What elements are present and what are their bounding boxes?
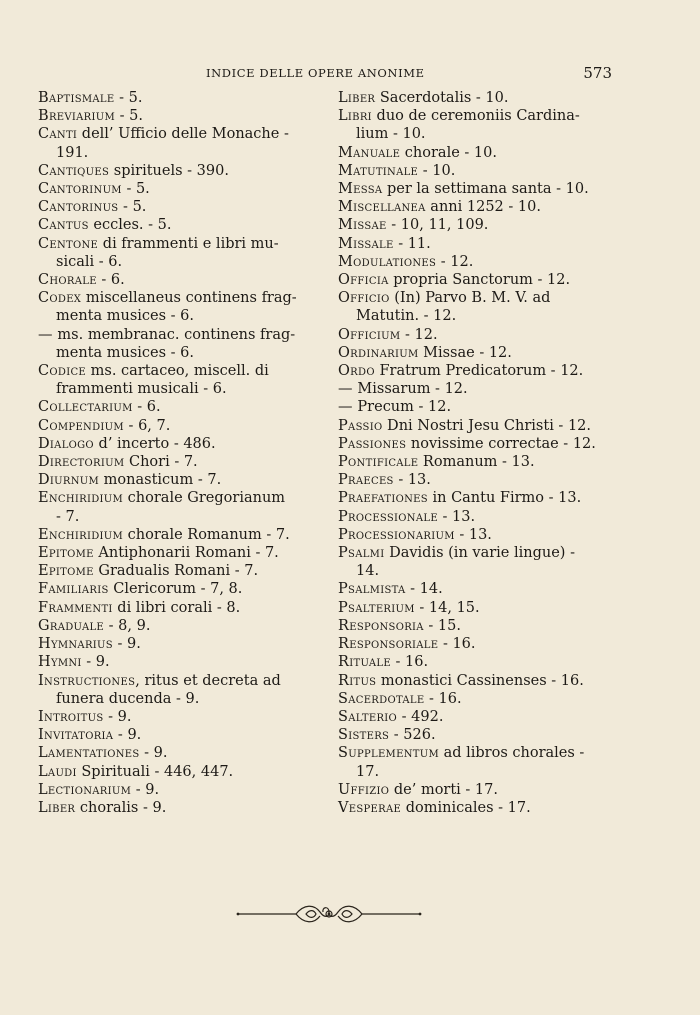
entry-text: - 10, 11, 109. <box>386 217 489 234</box>
entry-text: - 6. <box>96 272 125 289</box>
index-entry <box>338 89 610 107</box>
index-entry <box>338 672 610 690</box>
entry-text: - 12. <box>400 326 438 343</box>
index-entry <box>338 362 610 380</box>
entry-headword: Codice <box>38 363 87 380</box>
entry-headword: Praefationes <box>338 490 428 507</box>
entry-text: - 9. <box>113 727 142 744</box>
index-entry <box>338 235 610 253</box>
entry-headword: Ordinarium <box>338 344 419 361</box>
entry-continuation: frammenti musicali - 6. <box>56 381 227 398</box>
entry-text: - 6, 7. <box>123 417 171 434</box>
entry-headword: Manuale <box>338 144 401 161</box>
entry-headword: Cantorinum <box>38 181 122 198</box>
entry-headword: Psalmi <box>338 545 385 562</box>
entry-headword: Salterio <box>338 708 398 725</box>
entry-headword: Compendium <box>38 417 124 434</box>
entry-headword: Cantorinus <box>38 199 119 216</box>
entry-text: - 5. <box>115 108 143 125</box>
entry-headword: Directorium <box>38 454 125 471</box>
entry-headword: Modulationes <box>338 253 437 270</box>
index-entry <box>38 599 308 617</box>
entry-text: ms. membranac. continens frag- <box>52 326 296 343</box>
entry-headword: Responsoria <box>338 617 424 634</box>
index-entry <box>338 489 610 507</box>
index-entry <box>338 617 610 635</box>
index-entry <box>338 417 610 435</box>
index-entry <box>38 198 308 216</box>
index-entry <box>38 617 308 635</box>
index-entry <box>338 271 610 289</box>
index-entry <box>38 653 308 671</box>
index-entry <box>38 417 308 435</box>
entry-headword: Sisters <box>338 727 390 744</box>
entry-text: - 16. <box>438 636 476 653</box>
entry-text: - 10. <box>418 162 456 179</box>
entry-continuation: menta musices - 6. <box>56 308 195 325</box>
index-entry <box>38 489 308 525</box>
entry-text: - 5. <box>114 90 143 106</box>
index-entry <box>338 744 610 780</box>
index-entry <box>38 271 308 289</box>
entry-text: novissime correctae - 12. <box>406 435 596 452</box>
entry-text: ad libros chorales - <box>438 745 585 762</box>
entry-headword: Centone <box>38 235 99 252</box>
index-entry <box>338 289 610 325</box>
index-entry <box>38 435 308 453</box>
index-entry <box>38 781 308 799</box>
entry-headword: Pontificale <box>338 454 419 471</box>
index-entry <box>338 380 610 398</box>
index-entry <box>38 544 308 562</box>
entry-continuation: sicali - 6. <box>56 253 123 270</box>
index-entry <box>338 708 610 726</box>
index-entry <box>338 799 610 817</box>
index-entry <box>38 726 308 744</box>
index-entry <box>38 526 308 544</box>
tailpiece-ornament <box>234 902 424 926</box>
entry-headword: Ordo <box>338 363 375 380</box>
entry-text: , ritus et decreta ad <box>135 672 281 689</box>
entry-text: - 9. <box>112 636 141 653</box>
index-entry <box>338 690 610 708</box>
entry-headword: — <box>38 326 53 343</box>
entry-text: per la settimana santa - 10. <box>382 181 589 198</box>
entry-text: propria Sanctorum - 12. <box>388 272 571 289</box>
entry-text: d’ incerto - 486. <box>93 435 216 452</box>
entry-headword: Praeces <box>338 472 394 489</box>
index-entry <box>338 435 610 453</box>
entry-headword: Graduale <box>38 617 105 634</box>
entry-text: di frammenti e libri mu- <box>98 235 279 252</box>
index-entry <box>38 180 308 198</box>
entry-continuation: Matutin. - 12. <box>356 308 457 325</box>
index-entry <box>38 89 308 107</box>
index-entry <box>338 471 610 489</box>
index-entry <box>38 398 308 416</box>
entry-text: chorale Gregorianum <box>123 490 286 507</box>
index-entry <box>38 453 308 471</box>
entry-headword: Messa <box>338 181 383 198</box>
entry-headword: Hymnarius <box>38 636 113 653</box>
entry-headword: Instructiones <box>38 672 136 689</box>
entry-headword: Officium <box>338 326 401 343</box>
index-column-right <box>338 89 610 817</box>
index-entry <box>338 253 610 271</box>
entry-headword: Enchiridium <box>38 490 124 507</box>
entry-text: ms. cartaceo, miscell. di <box>86 363 269 380</box>
entry-text: - 6. <box>132 399 161 416</box>
index-column-left <box>38 89 308 817</box>
entry-text: de’ morti - 17. <box>389 781 498 798</box>
entry-text: - 9. <box>131 781 160 798</box>
index-entry <box>338 599 610 617</box>
entry-continuation: funera ducenda - 9. <box>56 690 200 707</box>
entry-text: - 16. <box>390 654 429 671</box>
index-entry <box>338 344 610 362</box>
entry-headword: Ritus <box>338 672 377 689</box>
index-entry <box>38 289 308 325</box>
entry-headword: — <box>338 399 353 416</box>
index-entry <box>338 653 610 671</box>
index-entry <box>38 799 308 817</box>
entry-text: dell’ Ufficio delle Monache - <box>77 126 289 143</box>
entry-text: - 526. <box>389 727 436 744</box>
entry-text: - 492. <box>397 708 444 725</box>
entry-headword: Baptismale <box>38 90 115 106</box>
entry-text: - 8, 9. <box>104 617 151 634</box>
entry-headword: Dialogo <box>38 435 94 452</box>
entry-text: - 13. <box>437 508 476 525</box>
entry-text: chorale - 10. <box>400 144 497 161</box>
index-entry <box>38 235 308 271</box>
entry-continuation: 191. <box>56 144 89 161</box>
entry-text: Antiphonarii Romani - 7. <box>93 545 279 562</box>
entry-headword: Frammenti <box>38 599 113 616</box>
entry-headword: Enchiridium <box>38 526 124 543</box>
entry-text: Clericorum - 7, 8. <box>108 581 243 598</box>
entry-text: - 9. <box>139 745 168 762</box>
entry-headword: — <box>338 381 353 398</box>
entry-text: - 14. <box>405 581 443 598</box>
entry-text: eccles. - 5. <box>88 217 172 234</box>
index-entry <box>38 708 308 726</box>
entry-text: Fratrum Predicatorum - 12. <box>374 363 584 380</box>
entry-headword: Familiaris <box>38 581 109 598</box>
index-entry <box>38 471 308 489</box>
entry-headword: Diurnum <box>38 472 100 489</box>
entry-text: dominicales - 17. <box>401 799 531 816</box>
entry-headword: Psalmista <box>338 581 406 598</box>
entry-headword: Epitome <box>38 563 94 580</box>
index-entry <box>338 216 610 234</box>
entry-headword: Supplementum <box>338 745 439 762</box>
entry-continuation: lium - 10. <box>356 126 426 143</box>
entry-text: in Cantu Firmo - 13. <box>427 490 582 507</box>
entry-headword: Missae <box>338 217 387 234</box>
entry-headword: Vesperae <box>338 799 402 816</box>
entry-text: Missae - 12. <box>418 344 512 361</box>
index-entry <box>38 216 308 234</box>
entry-text: di libri corali - 8. <box>112 599 241 616</box>
entry-text: Davidis (in varie lingue) - <box>384 545 575 562</box>
entry-text: Dni Nostri Jesu Christi - 12. <box>382 417 592 434</box>
entry-headword: Cantus <box>38 217 89 234</box>
entry-headword: Invitatoria <box>38 727 114 744</box>
entry-text: choralis - 9. <box>75 799 167 816</box>
entry-headword: Epitome <box>38 545 94 562</box>
index-entry <box>338 326 610 344</box>
index-entry <box>338 580 610 598</box>
index-entry <box>338 781 610 799</box>
entry-text: Sacerdotalis - 10. <box>375 90 509 106</box>
entry-headword: Laudi <box>38 763 77 780</box>
entry-continuation: - 7. <box>56 508 80 525</box>
entry-text: chorale Romanum - 7. <box>123 526 290 543</box>
entry-continuation: menta musices - 6. <box>56 344 195 361</box>
entry-text: Spirituali - 446, 447. <box>76 763 234 780</box>
index-entry <box>38 672 308 708</box>
entry-headword: Matutinale <box>338 162 419 179</box>
entry-text: spirituels - 390. <box>109 162 229 179</box>
entry-headword: Uffizio <box>338 781 390 798</box>
entry-text: (In) Parvo B. M. V. ad <box>389 290 551 307</box>
entry-continuation: 14. <box>356 563 380 580</box>
index-entry <box>338 144 610 162</box>
index-entry <box>338 107 610 143</box>
index-entry <box>338 198 610 216</box>
index-entry <box>38 125 308 161</box>
entry-text: - 5. <box>118 199 147 216</box>
entry-continuation: 17. <box>356 763 380 780</box>
entry-text: monastici Cassinenses - 16. <box>376 672 584 689</box>
entry-text: - 15. <box>423 617 461 634</box>
entry-text: anni 1252 - 10. <box>425 199 541 216</box>
entry-headword: Processionale <box>338 508 438 525</box>
index-entry <box>38 107 308 125</box>
entry-text: - 11. <box>393 235 431 252</box>
index-entry <box>338 398 610 416</box>
running-title: INDICE DELLE OPERE ANONIME <box>206 66 425 80</box>
index-entry <box>338 453 610 471</box>
entry-headword: Collectarium <box>38 399 133 416</box>
entry-headword: Psalterium <box>338 599 415 616</box>
entry-headword: Responsoriale <box>338 636 439 653</box>
index-entry <box>338 508 610 526</box>
entry-headword: Breviarium <box>38 108 116 125</box>
entry-text: - 9. <box>103 708 132 725</box>
entry-text: Gradualis Romani - 7. <box>93 563 259 580</box>
index-entry <box>38 744 308 762</box>
entry-headword: Chorale <box>38 272 97 289</box>
entry-headword: Canti <box>38 126 78 143</box>
index-entry <box>38 763 308 781</box>
entry-headword: Lectionarium <box>38 781 132 798</box>
entry-headword: Missale <box>338 235 394 252</box>
entry-headword: Hymni <box>38 654 82 671</box>
entry-headword: Libri <box>338 108 372 125</box>
index-entry <box>38 635 308 653</box>
entry-headword: Rituale <box>338 654 391 671</box>
entry-headword: Liber <box>38 799 76 816</box>
index-entry <box>338 726 610 744</box>
entry-text: Missarum - 12. <box>352 381 468 398</box>
index-entry <box>338 162 610 180</box>
index-entry <box>38 362 308 398</box>
entry-text: - 5. <box>121 181 150 198</box>
entry-text: - 13. <box>454 526 492 543</box>
entry-headword: Introitus <box>38 708 104 725</box>
index-entry <box>338 635 610 653</box>
page-number: 573 <box>583 64 612 82</box>
entry-headword: Officia <box>338 272 389 289</box>
entry-text: monasticum - 7. <box>99 472 222 489</box>
entry-text: duo de ceremoniis Cardina- <box>371 108 580 125</box>
entry-headword: Processionarium <box>338 526 455 543</box>
index-entry <box>338 544 610 580</box>
entry-text: - 9. <box>81 654 110 671</box>
index-entry <box>38 326 308 362</box>
running-header <box>38 64 612 84</box>
entry-headword: Passiones <box>338 435 407 452</box>
entry-headword: Officio <box>338 290 390 307</box>
entry-text: Romanum - 13. <box>418 454 535 471</box>
entry-headword: Liber <box>338 90 376 106</box>
index-entry <box>338 526 610 544</box>
entry-text: - 16. <box>424 690 462 707</box>
entry-headword: Cantiques <box>38 162 110 179</box>
entry-headword: Passio <box>338 417 383 434</box>
entry-headword: Sacerdotale <box>338 690 425 707</box>
index-entry <box>38 162 308 180</box>
index-entry <box>38 562 308 580</box>
entry-text: Chori - 7. <box>124 454 198 471</box>
entry-headword: Lamentationes <box>38 745 140 762</box>
entry-text: - 14, 15. <box>414 599 480 616</box>
entry-headword: Codex <box>38 290 82 307</box>
entry-headword: Miscellanea <box>338 199 426 216</box>
entry-text: - 12. <box>436 253 474 270</box>
index-entry <box>338 180 610 198</box>
entry-text: - 13. <box>393 472 431 489</box>
entry-text: Precum - 12. <box>352 399 452 416</box>
index-entry <box>38 580 308 598</box>
entry-text: miscellaneus continens frag- <box>81 290 297 307</box>
